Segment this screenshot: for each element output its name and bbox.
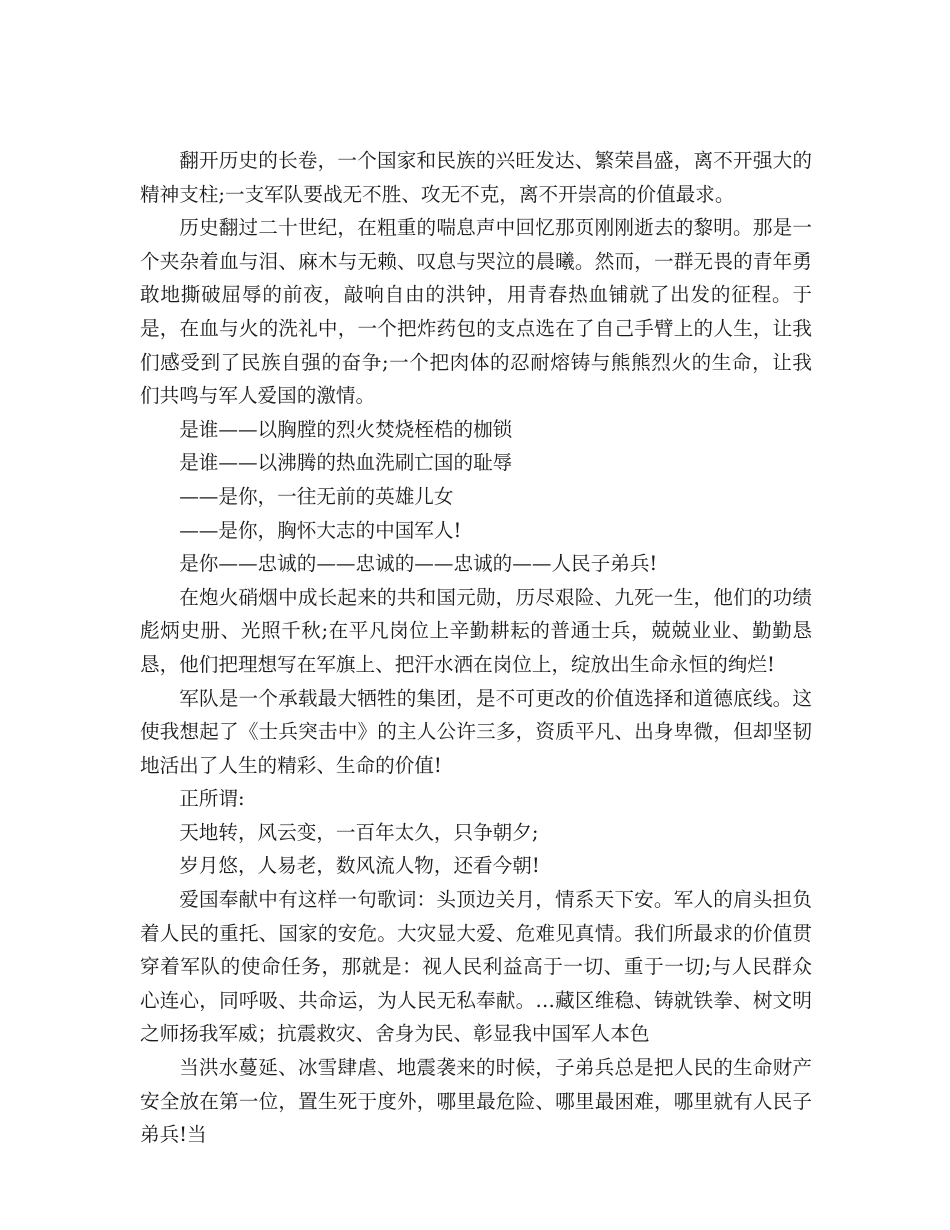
verse-line: 是谁——以沸腾的热血洗刷亡国的耻辱 (179, 451, 513, 475)
paragraph: 当洪水蔓延、冰雪肆虐、地震袭来的时候，子弟兵总是把人民的生命财产安全放在第一位，置生死于度外，哪里最危险、哪里最困难，哪里就有人民子弟兵!当 (140, 1056, 812, 1147)
paragraph: 翻开历史的长卷，一个国家和民族的兴旺发达、繁荣昌盛，离不开强大的精神支柱;一支军队要战无不胜、攻无不克，离不开崇高的价值最求。 (140, 149, 812, 206)
verse-line: 天地转，风云变，一百年太久，只争朝夕; (179, 820, 539, 844)
verse-line: ——是你，胸怀大志的中国军人! (179, 518, 462, 542)
verse-line: 正所谓: (179, 787, 245, 811)
paragraph: 军队是一个承载最大牺牲的集团，是不可更改的价值选择和道德底线。这使我想起了《士兵突击中》的主人公许三多，资质平凡、出身卑微，但却坚韧地活出了人生的精彩、生命的价值! (140, 686, 812, 777)
document-body (140, 144, 812, 1152)
paragraph: 爱国奉献中有这样一句歌词：头顶边关月，情系天下安。军人的肩头担负着人民的重托、国家的安危。大灾显大爱、危难见真情。我们所最求的价值贯穿着军队的使命任务，那就是：视人民利益高于一切、重于一切;与人民群众心连心，同呼吸、共命运，为人民无私奉献。…藏区维稳、铸就铁拳、树文明之师扬我军威；抗震救灾、舍身为民、彰显我中国军人本色 (140, 888, 812, 1046)
verse-line: 是你——忠诚的——忠诚的——忠诚的——人民子弟兵! (179, 552, 658, 576)
verse-line: 岁月悠，人易老，数风流人物，还看今朝! (179, 854, 540, 878)
paragraph: 在炮火硝烟中成长起来的共和国元勋，历尽艰险、九死一生，他们的功绩彪炳史册、光照千秋;在平凡岗位上辛勤耕耘的普通士兵，兢兢业业、勤勤恳恳，他们把理想写在军旗上、把汗水洒在岗位上，绽放出生命永恒的绚烂! (140, 585, 812, 676)
paragraph: 历史翻过二十世纪，在粗重的喘息声中回忆那页刚刚逝去的黎明。那是一个夹杂着血与泪、麻木与无赖、叹息与哭泣的晨曦。然而，一群无畏的青年勇敢地撕破屈辱的前夜，敲响自由的洪钟，用青春热血铺就了出发的征程。于是，在血与火的洗礼中，一个把炸药包的支点选在了自己手臂上的人生，让我们感受到了民族自强的奋争;一个把肉体的忍耐熔铸与熊熊烈火的生命，让我们共鸣与军人爱国的激情。 (140, 216, 812, 408)
verse-line: 是谁——以胸膛的烈火焚烧桎梏的枷锁 (179, 417, 513, 441)
verse-line: ——是你，一往无前的英雄儿女 (179, 484, 454, 508)
